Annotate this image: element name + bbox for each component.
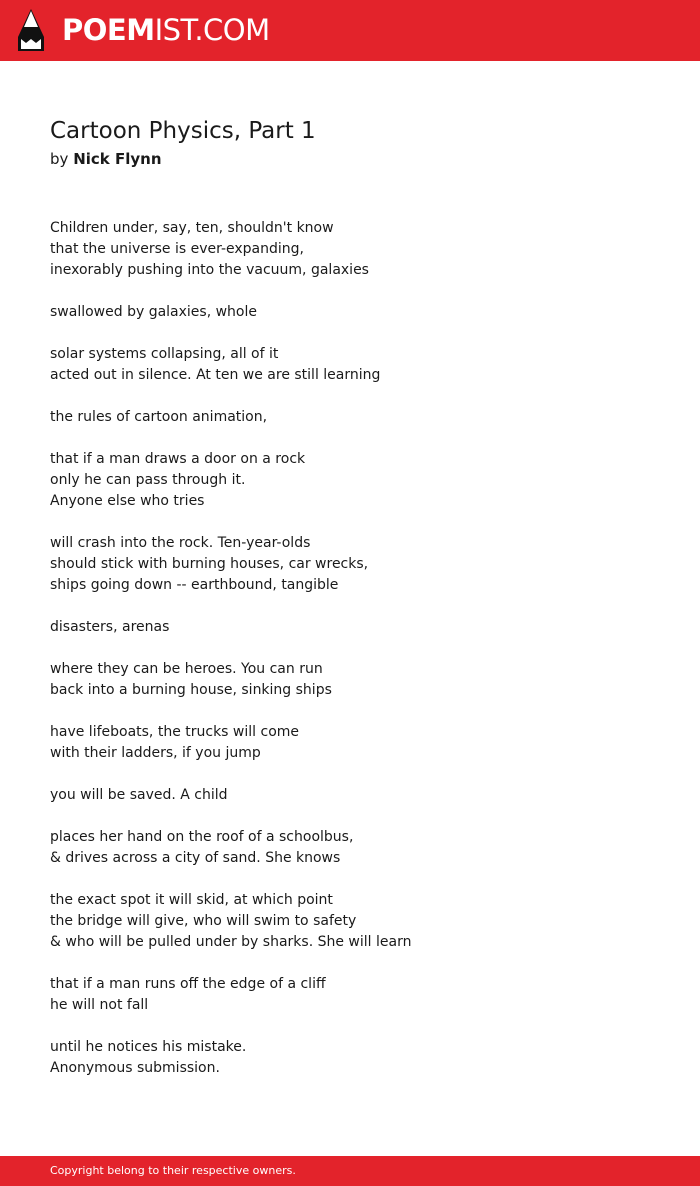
- poem-line: the bridge will give, who will swim to safety: [50, 913, 357, 929]
- poem-line: will crash into the rock. Ten-year-olds: [50, 535, 311, 551]
- poem-line: inexorably pushing into the vacuum, galaxies: [50, 262, 369, 278]
- poem-line: have lifeboats, the trucks will come: [50, 724, 300, 740]
- stanza: [50, 302, 670, 323]
- poem-line: Anyone else who tries: [50, 493, 205, 509]
- poem-line: the exact spot it will skid, at which point: [50, 892, 333, 908]
- stanza: [50, 617, 670, 638]
- site-header: [0, 0, 700, 61]
- stanza: [50, 890, 670, 953]
- poem-line: acted out in silence. At ten we are still learning: [50, 367, 381, 383]
- stanza: [50, 344, 670, 386]
- poem-line: & who will be pulled under by sharks. She will learn: [50, 934, 412, 950]
- poem-line: ships going down -- earthbound, tangible: [50, 577, 339, 593]
- poem-line: places her hand on the roof of a schoolbus,: [50, 829, 354, 845]
- byline: [50, 148, 162, 170]
- poem-title: Cartoon Physics, Part 1: [50, 118, 316, 144]
- logo-bold-text: POEM: [62, 13, 155, 47]
- stanza: [50, 1037, 670, 1079]
- poem-line: he will not fall: [50, 997, 149, 1013]
- stanza: [50, 218, 670, 281]
- site-logo[interactable]: [62, 12, 270, 48]
- poem-line: with their ladders, if you jump: [50, 745, 261, 761]
- poem-line: back into a burning house, sinking ships: [50, 682, 332, 698]
- stanza: [50, 449, 670, 512]
- poem-line: until he notices his mistake.: [50, 1039, 247, 1055]
- poem-line: swallowed by galaxies, whole: [50, 304, 257, 320]
- poem-line: Anonymous submission.: [50, 1060, 220, 1076]
- stanza: [50, 407, 670, 428]
- poem-line: you will be saved. A child: [50, 787, 228, 803]
- poem-body: [50, 218, 670, 1100]
- stanza: [50, 974, 670, 1016]
- poem-line: that if a man draws a door on a rock: [50, 451, 306, 467]
- poem-line: only he can pass through it.: [50, 472, 246, 488]
- stanza: [50, 785, 670, 806]
- poem-line: should stick with burning houses, car wrecks,: [50, 556, 369, 572]
- stanza: [50, 659, 670, 701]
- poem-line: disasters, arenas: [50, 619, 170, 635]
- poem-line: Children under, say, ten, shouldn't know: [50, 220, 334, 236]
- poem-line: where they can be heroes. You can run: [50, 661, 323, 677]
- poem-line: that if a man runs off the edge of a cliff: [50, 976, 326, 992]
- poem-line: & drives across a city of sand. She knows: [50, 850, 341, 866]
- stanza: [50, 827, 670, 869]
- poem-line: that the universe is ever-expanding,: [50, 241, 304, 257]
- poem-line: the rules of cartoon animation,: [50, 409, 268, 425]
- site-footer: [0, 1156, 700, 1186]
- pencil-icon: [18, 9, 44, 51]
- stanza: [50, 722, 670, 764]
- author-name: Nick Flynn: [73, 150, 162, 168]
- copyright-notice: Copyright belong to their respective owners.: [50, 1164, 296, 1177]
- logo-light-text: IST.COM: [154, 13, 270, 47]
- stanza: [50, 533, 670, 596]
- by-label: by: [50, 150, 69, 168]
- poem-line: solar systems collapsing, all of it: [50, 346, 279, 362]
